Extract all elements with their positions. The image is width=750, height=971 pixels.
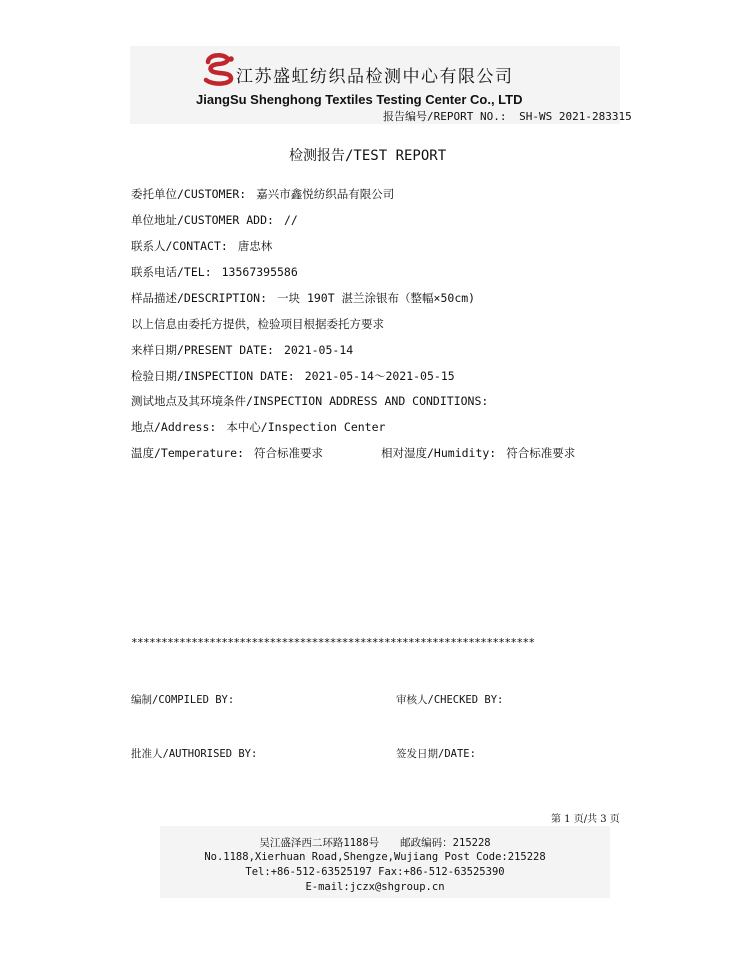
field-value: 嘉兴市鑫悦纺织品有限公司 [256,187,395,201]
field-value: 本中心/Inspection Center [226,420,386,434]
humidity-label: 相对湿度/Humidity: [381,446,497,460]
footer-address-en: No.1188,Xierhuan Road,Shengze,Wujiang Post Code:215228 [204,851,546,863]
field-value: 13567395586 [221,265,298,279]
field-address [131,419,385,435]
humidity-value: 符合标准要求 [506,446,576,460]
field-label: 联系人/CONTACT: [131,239,228,253]
field-label: 以上信息由委托方提供，检验项目根据委托方要求 [131,317,384,331]
field-label: 地点/Address: [131,420,217,434]
field-inspection-conditions [131,393,488,409]
company-name-cn: 江苏盛虹纺织品检测中心有限公司 [236,67,514,87]
field-label: 委托单位/CUSTOMER: [131,187,247,201]
field-customer [131,186,394,202]
field-label: 来样日期/PRESENT DATE: [131,343,274,357]
footer-email: E-mail:jczx@shgroup.cn [305,881,445,893]
report-number-value: SH-WS 2021-283315 [519,110,632,123]
field-value: 一块 190T 湛兰涂银布（整幅×50cm) [277,291,476,305]
company-logo-icon [200,52,238,86]
report-number [383,108,632,124]
star-separator: ******************************************************************* [131,636,535,649]
field-label: 样品描述/DESCRIPTION: [131,291,268,305]
field-tel [131,264,298,280]
field-humidity [381,445,575,461]
field-label: 联系电话/TEL: [131,265,212,279]
field-label: 检验日期/INSPECTION DATE: [131,369,295,383]
field-contact [131,238,272,254]
field-description [131,290,475,306]
page-indicator: 第 1 页/共 3 页 [551,814,620,825]
footer-address-cn: 吴江盛泽西二环路1188号 邮政编码：215228 [259,837,491,849]
field-value: 2021-05-14～2021-05-15 [304,369,455,383]
checked-by-label: 审核人/CHECKED BY: [396,694,504,706]
authorised-by-label: 批准人/AUTHORISED BY: [131,748,258,760]
report-number-label: 报告编号/REPORT NO.: [383,110,507,123]
page-title: 检测报告/TEST REPORT [289,148,447,164]
compiled-by-label: 编制/COMPILED BY: [131,694,235,706]
field-value: // [283,213,298,227]
temperature-value: 符合标准要求 [254,446,324,460]
company-name-en: JiangSu Shenghong Textiles Testing Center Co., LTD [196,92,523,107]
field-temperature [131,445,323,461]
field-label: 单位地址/CUSTOMER ADD: [131,213,274,227]
temperature-label: 温度/Temperature: [131,446,245,460]
footer-tel-fax: Tel:+86-512-63525197 Fax:+86-512-63525390 [245,866,505,878]
field-present-date [131,342,353,358]
info-provided-note [131,316,384,332]
field-label: 测试地点及其环境条件/INSPECTION ADDRESS AND CONDITIONS: [131,394,489,408]
issue-date-label: 签发日期/DATE: [396,748,476,760]
field-value: 2021-05-14 [283,343,354,357]
field-customer-address [131,212,298,228]
field-inspection-date [131,368,455,384]
field-value: 唐忠林 [237,239,273,253]
